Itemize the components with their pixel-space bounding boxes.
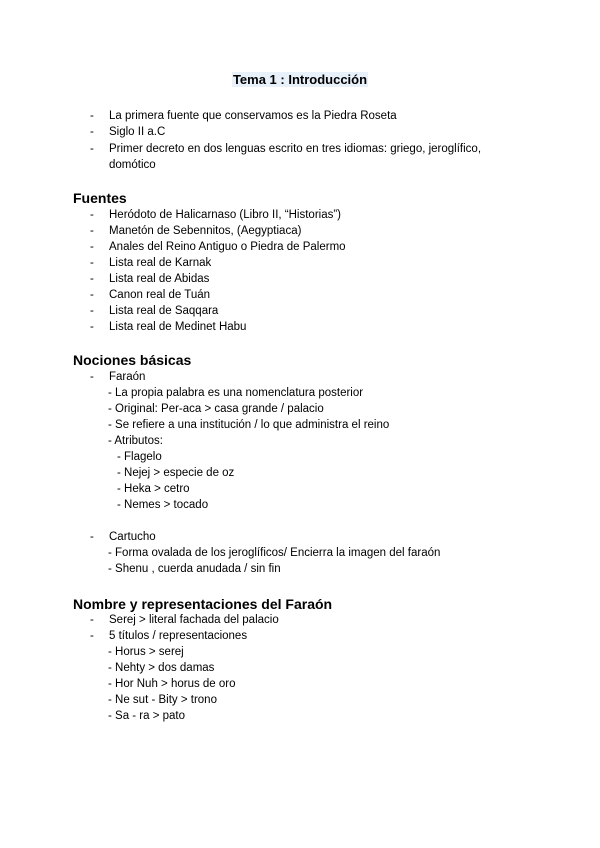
sub-item: - Sa - ra > pato [108,710,186,722]
section-heading-fuentes: Fuentes [73,190,127,206]
sub-item: - Nehty > dos damas [108,662,215,674]
section-heading-nociones: Nociones básicas [73,352,192,368]
sub-item: - Original: Per-aca > casa grande / palacio [108,403,324,415]
sub-sub-item: - Heka > cetro [117,483,190,495]
page-title: Tema 1 : Introducción [232,72,368,87]
sub-item: - Ne sut - Bity > trono [108,694,217,706]
list-item-continuation: domótico [109,159,156,171]
sub-item: - Atributos: [108,435,163,447]
sub-sub-item: - Nejej > especie de oz [117,467,235,479]
sub-item: - Hor Nuh > horus de oro [108,678,236,690]
sub-item: - La propia palabra es una nomenclatura posterior [108,387,364,399]
sub-sub-item: - Flagelo [117,451,162,463]
sub-sub-item: - Nemes > tocado [117,499,209,511]
sub-item: - Se refiere a una institución / lo que administra el reino [108,419,390,431]
sub-item: - Horus > serej [108,646,184,658]
section-heading-nombre: Nombre y representaciones del Faraón [73,596,333,612]
sub-item: - Shenu , cuerda anudada / sin fin [108,563,281,575]
sub-item: - Forma ovalada de los jeroglíficos/ Encierra la imagen del faraón [108,547,441,559]
